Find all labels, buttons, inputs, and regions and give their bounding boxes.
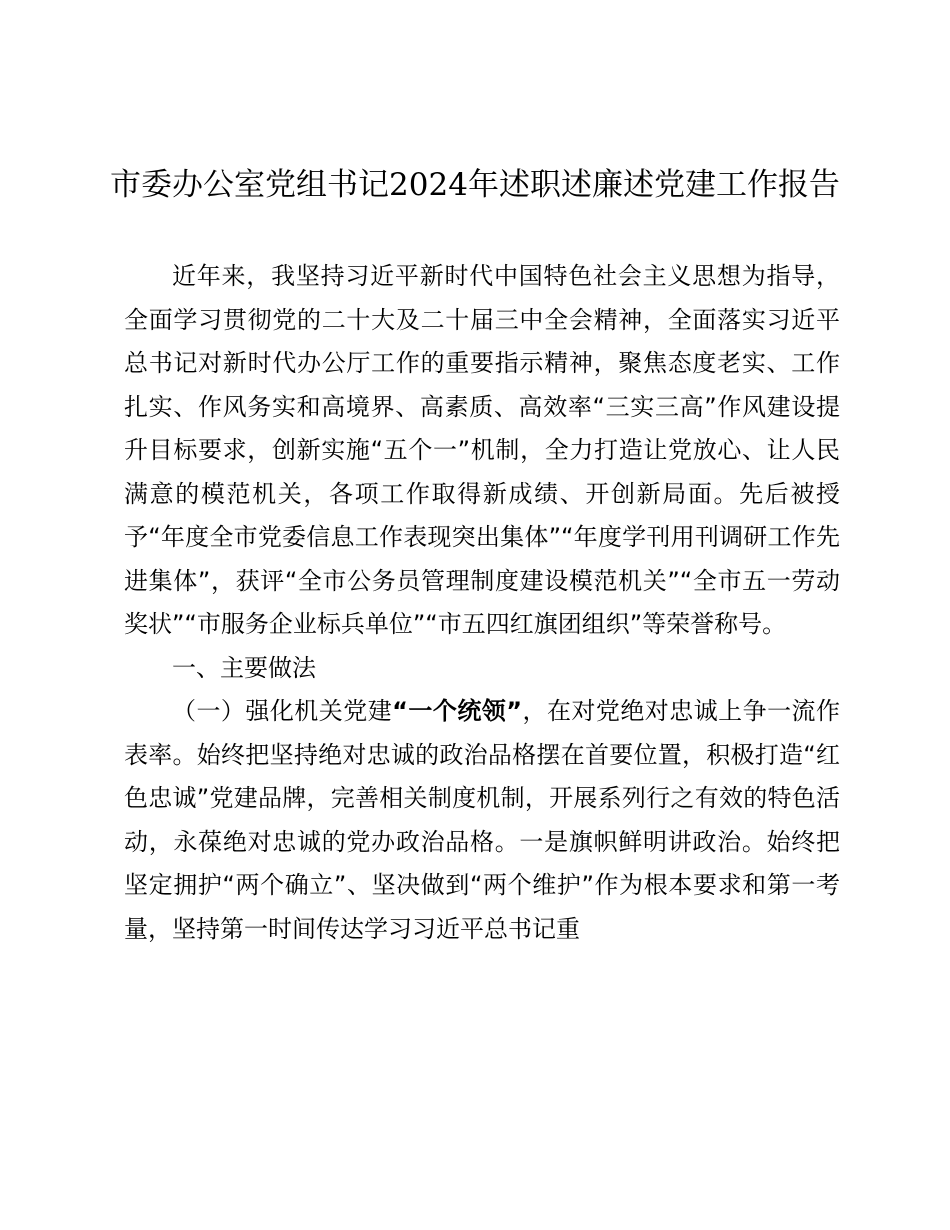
- intro-paragraph: 近年来，我坚持习近平新时代中国特色社会主义思想为指导，全面学习贯彻党的二十大及二十届三中全会精神，全面落实习近平总书记对新时代办公厅工作的重要指示精神，聚焦态度老实、工作扎实、作风务实和高境界、高素质、高效率“三实三高”作风建设提升目标要求，创新实施“五个一”机制，全力打造让党放心、让人民满意的模范机关，各项工作取得新成绩、开创新局面。先后被授予“年度全市党委信息工作表现突出集体”“年度学刊用刊调研工作先进集体”，获评“全市公务员管理制度建设模范机关”“全市五一劳动奖状”“市服务企业标兵单位”“市五四红旗团组织”等荣誉称号。: [124, 262, 840, 638]
- document-title: 市委办公室党组书记2024年述职述廉述党建工作报告: [110, 167, 840, 203]
- section-heading-main-practices: 一、主要做法: [172, 653, 316, 682]
- subsection-body: ，在对党绝对忠诚上争一流作表率。始终把坚持绝对忠诚的政治品格摆在首要位置，积极打造“红色忠诚”党建品牌，完善相关制度机制，开展系列行之有效的特色活动，永葆绝对忠诚的党办政治品格。一是旗帜鲜明讲政治。始终把坚定拥护“两个确立”、坚决做到“两个维护”作为根本要求和第一考量，坚持第一时间传达学习习近平总书记重: [124, 697, 841, 943]
- subsection-prefix: （一）强化机关党建: [172, 697, 393, 725]
- subsection-emphasis: “一个统领”: [392, 697, 523, 725]
- subsection-paragraph: [124, 690, 840, 951]
- document-body: [124, 255, 840, 951]
